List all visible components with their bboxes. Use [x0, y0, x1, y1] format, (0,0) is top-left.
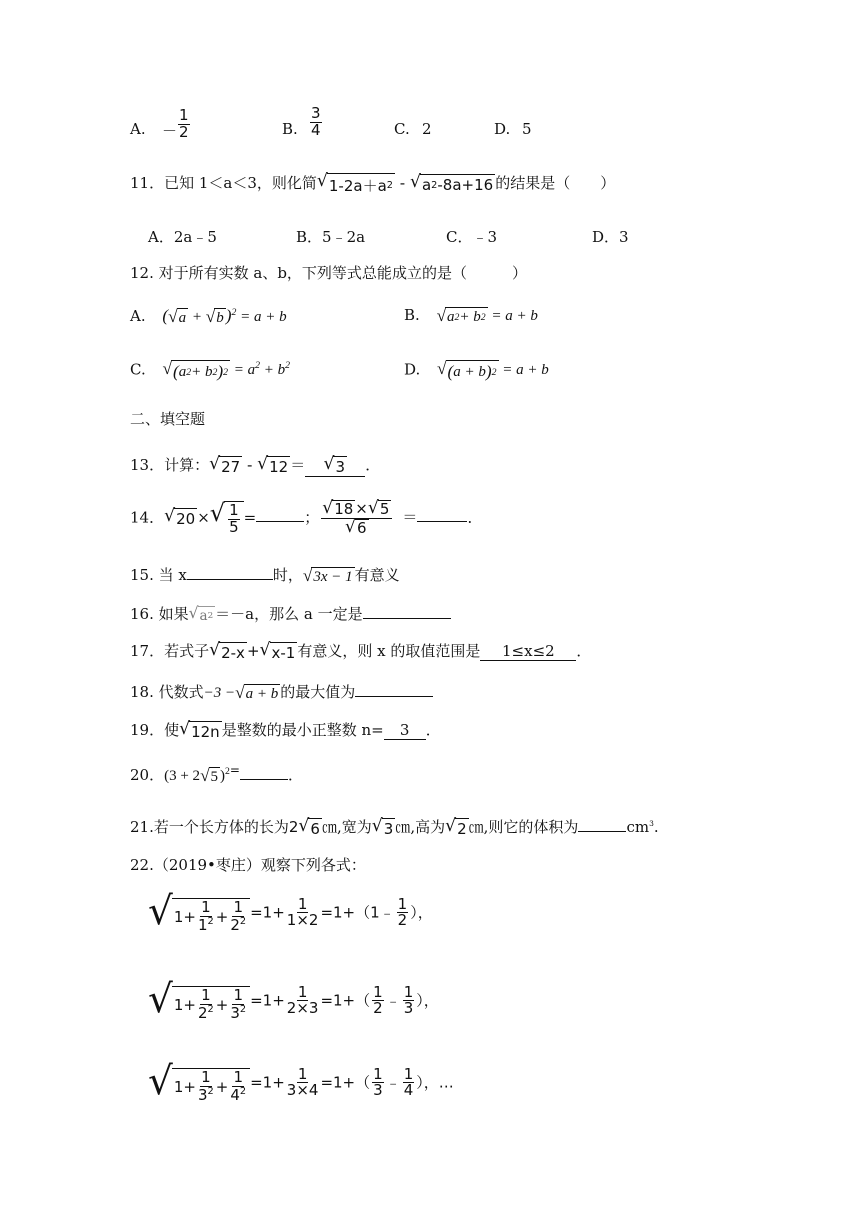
- q10-options: [130, 104, 690, 152]
- q11-radicand-1: 1-2a＋a: [328, 176, 387, 195]
- q12-option-a-expr: ( √ a + √ b )$^2$ = a + b: [162, 306, 287, 327]
- q22-radical: √ 1+ $\frac{1}{2^2}$ + $\frac{1}{3^2}$: [148, 980, 250, 1022]
- q22-one: 1+: [173, 907, 196, 926]
- q19-radical: √ 12n: [179, 719, 220, 741]
- q22-product-den: 2×3: [286, 999, 319, 1018]
- question-19: [130, 719, 441, 741]
- q22-den-1: 2: [197, 1003, 208, 1022]
- q12-option-c: [130, 360, 290, 382]
- q14-num-radicand-2: 5: [379, 500, 390, 518]
- q13-answer-radicand: 3: [335, 457, 346, 476]
- q14-radical-20: √ 20: [164, 506, 196, 529]
- q19-answer: 3: [384, 721, 426, 740]
- fraction-numerator: 3: [311, 104, 321, 122]
- q22-last-den: 3: [403, 999, 414, 1018]
- q12-option-b-expr: √ a 2 + b 2 = a + b: [436, 306, 538, 326]
- q17-radicand-1: 2-x: [221, 644, 245, 662]
- q22-term-den: 2: [373, 999, 383, 1018]
- q14-blank-2[interactable]: [417, 521, 467, 522]
- question-17: 17．若式子 √ 2-x + √ x-1 有意义，则 x 的取值范围是 1≤x≤2 ．: [130, 640, 592, 662]
- q19-radicand: 12n: [191, 723, 220, 741]
- q21-prefix: 21.若一个长方体的长为: [130, 818, 289, 836]
- q14-fraction-2: √ 18 × √ 5 √ 6: [321, 500, 392, 537]
- question-13: 13．计算： √ 27 - √ 12 ＝ √ 3 ．: [130, 453, 381, 476]
- q22-equation-row: √ 1+ $\frac{1}{3^2}$ + $\frac{1}{4^2}$ =1+ $\frac{1}{3\times 4}$ =1+（ $\frac{1}{3}$ ﹣ $\frac{1}{4}$ ），…: [148, 1059, 454, 1104]
- q15-prefix: 15. 当 x: [130, 566, 187, 584]
- radicand: 1-2a＋a 2: [327, 173, 395, 196]
- q18-radical: √ a + b: [235, 682, 279, 702]
- q11-option-b: B．5﹣2a: [296, 228, 366, 246]
- q19-end: ．: [425, 721, 441, 739]
- fraction-denominator: 4: [311, 120, 321, 139]
- q18-expression: −3 −: [203, 685, 236, 701]
- q10-option-d-value: 5: [522, 120, 532, 138]
- q14-times: ×: [197, 508, 210, 527]
- q22-stem: 22.（2019•枣庄）观察下列各式：: [130, 856, 366, 874]
- q21-length-radicand: 6: [310, 819, 320, 838]
- q11-radicand-2: a: [421, 176, 432, 194]
- q22-equation-row: √ 1+ $\frac{1}{1^2}$ + $\frac{1}{2^2}$ =1+ $\frac{1}{1\times 2}$ =1+（1﹣ $\frac{1}{2}$ ），: [148, 889, 433, 934]
- q14-num-radicand-1: 18: [334, 500, 354, 518]
- q11-option-d: D．3: [592, 228, 629, 246]
- q21-length: 2 √ 6: [288, 815, 320, 838]
- q11-radicand-2-rest: -8a+16: [437, 176, 494, 194]
- q15-radicand: 3x − 1: [313, 568, 353, 585]
- q15-blank[interactable]: [187, 579, 273, 580]
- q17-radical-1: √ 2-x: [209, 640, 245, 662]
- q22-den-1: 3: [197, 1085, 208, 1104]
- q17-radicand-2: x-1: [271, 644, 296, 662]
- q22-last-den: 2: [397, 911, 408, 930]
- q18-radicand: a + b: [245, 685, 279, 702]
- q10-option-c-label: C.: [394, 120, 410, 138]
- q14-blank-1[interactable]: [256, 521, 304, 522]
- question-11: [130, 172, 615, 196]
- q12-stem: 12. 对于所有实数 a、b，下列等式总能成立的是（ ）: [130, 264, 527, 282]
- q22-radical: √ 1+ $\frac{1}{1^2}$ + $\frac{1}{2^2}$: [148, 892, 250, 934]
- question-14: [130, 500, 482, 537]
- q17-prefix: 17．若式子: [130, 642, 210, 660]
- q10-option-b-label: B.: [282, 120, 298, 138]
- q14-times-2: ×: [355, 499, 368, 518]
- q13-prefix: 13．计算：: [130, 456, 210, 474]
- radical-sign: √: [316, 170, 328, 191]
- q22-one: 1+: [173, 995, 196, 1014]
- q20-blank[interactable]: [240, 779, 288, 780]
- q14-radicand-20: 20: [176, 510, 196, 529]
- fraction-numerator: 1: [179, 106, 189, 124]
- q22-term-den: 3: [373, 1081, 383, 1100]
- q18-prefix: 18. 代数式: [130, 683, 204, 701]
- q18-blank[interactable]: [355, 696, 433, 697]
- q12-option-a-label: A.: [130, 307, 146, 325]
- q11-option-a: A．2a﹣5: [148, 228, 217, 246]
- q20-close: ): [220, 768, 226, 784]
- q14-den-radicand: 6: [357, 518, 367, 537]
- q12-option-b: [404, 306, 538, 326]
- q22-den-2: 4: [230, 1085, 240, 1104]
- q16-mid: ＝－a，那么 a 一定是: [215, 605, 363, 623]
- question-20: [130, 763, 303, 786]
- section-title: 二、填空题: [130, 410, 206, 428]
- q16-prefix: 16. 如果: [130, 605, 189, 623]
- q21-unit-height: ㎝: [468, 818, 484, 836]
- q21-width-radicand: 3: [383, 820, 394, 838]
- q13-answer: √ 3: [305, 456, 365, 477]
- q14-radical-fraction: √ $\frac{1}{5}$: [210, 501, 244, 536]
- q22-equals-1: =1+: [250, 903, 285, 922]
- q10-option-a-fraction: [178, 108, 190, 141]
- q22-den-2: 2: [230, 915, 240, 934]
- q12-option-a: [130, 306, 287, 327]
- q16-blank[interactable]: [363, 618, 451, 619]
- q17-radical-2: √ x-1: [259, 640, 296, 662]
- q22-radical: √ 1+ $\frac{1}{3^2}$ + $\frac{1}{4^2}$: [148, 1062, 250, 1104]
- q15-suffix: 有意义: [354, 566, 400, 584]
- q22-den-2: 3: [230, 1003, 240, 1022]
- q19-prefix: 19．使: [130, 721, 180, 739]
- q13-radical-2: √ 12: [257, 454, 289, 476]
- q11-option-c: C．﹣3: [446, 228, 498, 246]
- q15-mid: 时，: [272, 566, 303, 584]
- q14-frac-num: 1: [229, 501, 239, 519]
- q22-one: 1+: [173, 1077, 196, 1096]
- q11-minus: -: [395, 174, 410, 192]
- q22-tail: ），: [410, 903, 433, 922]
- q21-end: .: [653, 818, 659, 836]
- q21-height: √ 2: [445, 816, 467, 838]
- q20-equals: =: [229, 763, 240, 777]
- q14-equals-1: =: [243, 508, 257, 527]
- q15-radical: √ 3x − 1: [302, 565, 353, 585]
- q11-prefix: 11．已知 1＜a＜3，则化简: [130, 174, 317, 192]
- question-21: 21.若一个长方体的长为2 √ 6 ㎝,宽为 √ 3 ㎝,高为 √ 2 ㎝,则它的体积为 $cm^3$.: [130, 815, 659, 838]
- q20-radicand: 5: [210, 769, 219, 786]
- q20-expression: (3 + 2 √ 5 )$^2$: [164, 766, 230, 786]
- q21-unit-length: ㎝: [321, 818, 337, 836]
- q13-end: ．: [365, 456, 381, 474]
- q13-radical-1: √ 27: [209, 454, 241, 476]
- q22-tail: ），: [416, 991, 439, 1010]
- q21-unit-volume: cm: [626, 818, 650, 836]
- q11-radical-1: [316, 170, 395, 196]
- q13-equals: ＝: [290, 456, 306, 474]
- q11-radical-2: [410, 174, 495, 194]
- q10-option-d-label: D.: [494, 120, 511, 138]
- q22-equals-1: =1+: [250, 1073, 285, 1092]
- q21-length-coef: 2: [288, 818, 299, 836]
- q22-equals-2: =1+（: [320, 1073, 371, 1092]
- q21-width: √ 3: [371, 816, 394, 838]
- q20-open: (3 + 2: [164, 768, 201, 784]
- q14-equals-2: ＝: [402, 508, 418, 527]
- q14-semicolon: ；: [304, 508, 320, 527]
- q21-blank[interactable]: [578, 831, 626, 832]
- q16-radicand: a: [199, 608, 208, 624]
- q10-option-a-sign: －: [162, 122, 178, 140]
- q20-prefix: 20．: [130, 766, 165, 784]
- question-18: [130, 681, 433, 703]
- radical-sign: √: [409, 172, 421, 192]
- q14-frac-den: 5: [229, 517, 239, 536]
- q22-equals-2: =1+（: [320, 991, 371, 1010]
- q22-equation-row: √ 1+ $\frac{1}{2^2}$ + $\frac{1}{3^2}$ =1+ $\frac{1}{2\times 3}$ =1+（ $\frac{1}{2}$ ﹣ $\frac{1}{3}$ ），: [148, 977, 439, 1022]
- q20-end: ．: [287, 766, 303, 784]
- q13-radicand-2: 12: [269, 458, 289, 476]
- q16-radical: √ a 2: [188, 604, 214, 624]
- q22-product-den: 3×4: [286, 1081, 319, 1100]
- q12-option-d: [404, 360, 549, 382]
- q21-height-label: ,高为: [410, 818, 446, 836]
- question-15: [130, 564, 400, 586]
- q12-option-c-expr: √ ( a 2 + b 2 ) 2 = $a^2 + b^2$: [162, 359, 290, 381]
- q12-option-d-expr: √ ( a + b ) 2 = a + b: [437, 359, 549, 381]
- q22-tail: ），…: [416, 1073, 454, 1092]
- q21-mid: ,则它的体积为: [483, 818, 579, 836]
- q17-end: ．: [576, 642, 592, 660]
- q12-option-d-label: D.: [404, 360, 421, 379]
- q22-product-den: 1×2: [286, 911, 319, 930]
- q14-end: ．: [467, 508, 483, 527]
- q10-option-b-fraction: [310, 106, 322, 139]
- q22-equals-1: =1+: [250, 991, 285, 1010]
- q12-option-c-label: C.: [130, 360, 146, 379]
- question-16: [130, 603, 451, 624]
- q17-mid: 有意义，则 x 的取值范围是: [297, 642, 481, 660]
- q22-equals-2: =1+（1﹣: [320, 903, 395, 922]
- q22-last-den: 4: [403, 1081, 414, 1100]
- fraction-denominator: 2: [179, 122, 189, 141]
- q14-prefix: 14．: [130, 508, 165, 527]
- q19-mid: 是整数的最小正整数 n=: [221, 721, 384, 739]
- q10-option-c-value: 2: [422, 120, 432, 138]
- radicand: a 2 -8a+16: [421, 176, 494, 194]
- q18-suffix: 的最大值为: [280, 683, 356, 701]
- q11-suffix: 的结果是（ ）: [495, 174, 616, 192]
- q13-radicand-1: 27: [221, 458, 241, 476]
- q12-option-b-label: B.: [404, 306, 420, 324]
- q22-den-1: 1: [197, 915, 208, 934]
- q21-width-label: ,宽为: [336, 818, 372, 836]
- q17-answer: 1≤x≤2: [480, 642, 576, 661]
- q10-option-a-label: A.: [130, 120, 146, 138]
- q21-unit-width: ㎝: [395, 818, 411, 836]
- q21-height-radicand: 2: [457, 820, 467, 838]
